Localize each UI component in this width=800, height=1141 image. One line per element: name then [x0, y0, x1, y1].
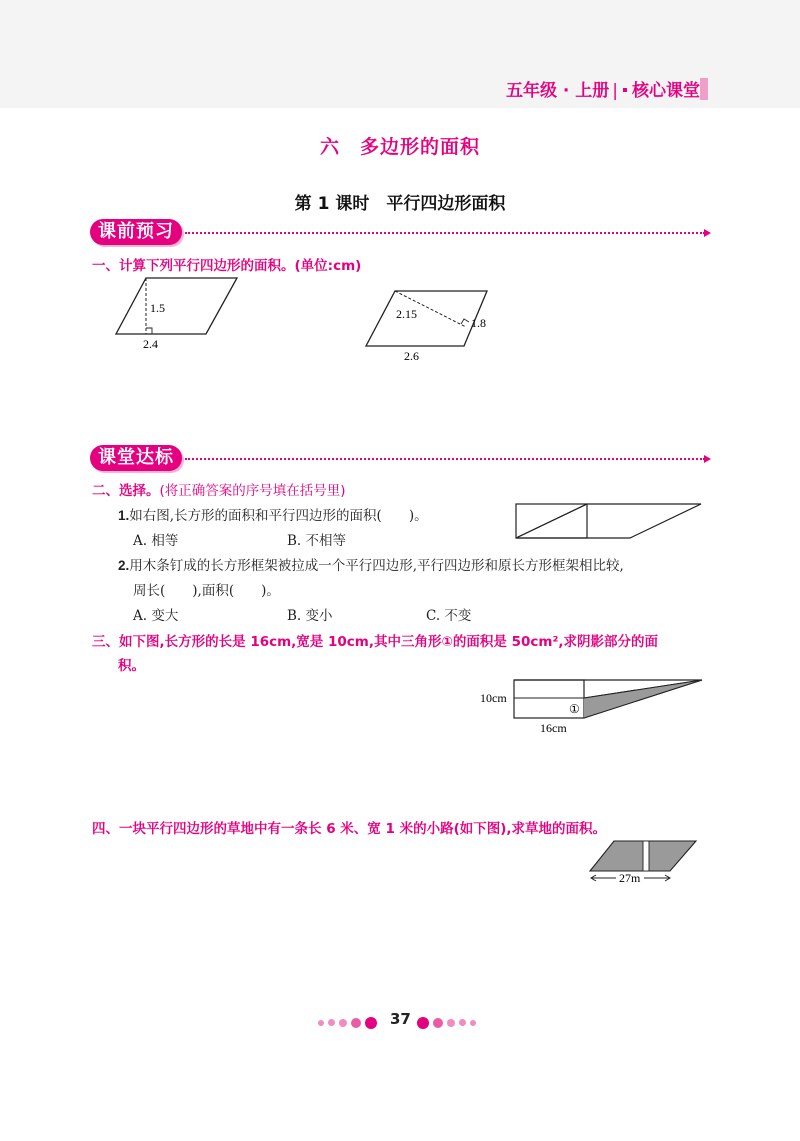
- section-divider-practice: [185, 458, 705, 460]
- header-accent-bar: [700, 78, 708, 100]
- question-3-title: 三、如下图,长方形的长是 16cm,宽是 10cm,其中三角形①的面积是 50cm²,求阴影部分的面: [92, 634, 659, 650]
- section-badge-practice: 课堂达标: [90, 445, 182, 471]
- triangle-marker: ①: [569, 702, 580, 716]
- grade-label: 五年级 · 上册: [505, 81, 610, 101]
- item-1-option-b: B. 不相等: [287, 533, 347, 549]
- question-2-item-2: [118, 554, 624, 574]
- footer-dots-right: [415, 1012, 478, 1031]
- rectangle-parallelogram-figure: [514, 500, 704, 542]
- figure-2-side-label: 2.15: [396, 307, 417, 321]
- header-separator: |: [612, 81, 618, 101]
- item-1-option-a: A. 相等: [133, 533, 179, 549]
- item-2-option-c: C. 不变: [426, 608, 472, 624]
- section-divider-preview: [185, 232, 705, 234]
- parallelogram-figure-1: [110, 274, 250, 354]
- item-1-number: 1.: [118, 508, 130, 523]
- lesson-title: 第 1 课时 平行四边形面积: [294, 194, 506, 214]
- figure-1-height-label: 1.5: [150, 301, 165, 315]
- shaded-rectangle-figure: [478, 676, 706, 738]
- question-2-item-1: [118, 504, 428, 524]
- item-2-option-b: B. 变小: [287, 608, 333, 624]
- figure-2-height-label: 1.8: [471, 316, 486, 330]
- item-2-text: 用木条钉成的长方形框架被拉成一个平行四边形,平行四边形和原长方形框架相比较,: [129, 558, 624, 574]
- arrow-right-icon: [704, 455, 711, 463]
- question-3-title-line-2: 积。: [118, 658, 145, 674]
- rectangle-width-label: 10cm: [480, 691, 507, 705]
- arrow-right-icon: [704, 229, 711, 237]
- lawn-base-label: 27m: [619, 871, 641, 885]
- item-2-text-line-2: 周长( ),面积( )。: [133, 583, 280, 599]
- footer-dots-left: [316, 1012, 379, 1031]
- chapter-title: 六 多边形的面积: [319, 136, 480, 158]
- header-title: [506, 76, 700, 101]
- question-2-title: [92, 479, 346, 499]
- figure-2-base-label: 2.6: [404, 349, 419, 363]
- section-badge-preview: 课前预习: [90, 219, 182, 245]
- page-number: 37: [390, 1010, 411, 1028]
- question-2-subtitle: (将正确答案的序号填在括号里): [159, 483, 346, 499]
- parallelogram-figure-2: [360, 284, 500, 366]
- question-4-title: 四、一块平行四边形的草地中有一条长 6 米、宽 1 米的小路(如下图),求草地的面积。: [92, 821, 607, 837]
- lawn-parallelogram-figure: [588, 838, 700, 886]
- series-label: 核心课堂: [632, 81, 700, 101]
- item-2-number: 2.: [118, 558, 130, 573]
- item-1-text: 如右图,长方形的面积和平行四边形的面积( )。: [129, 508, 428, 524]
- header-dot-icon: [623, 88, 627, 92]
- rectangle-length-label: 16cm: [540, 721, 567, 735]
- item-2-option-a: A. 变大: [133, 608, 179, 624]
- question-1-title: 一、计算下列平行四边形的面积。(单位:cm): [92, 258, 362, 274]
- figure-1-base-label: 2.4: [143, 337, 158, 351]
- question-2-heading: 二、选择。: [92, 483, 160, 499]
